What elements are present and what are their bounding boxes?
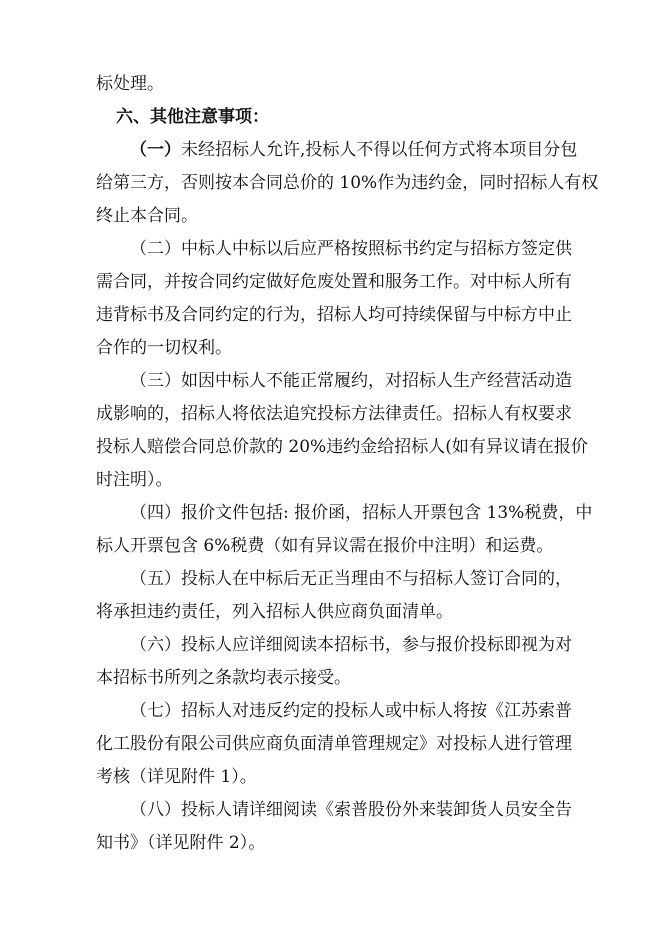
clause-5-line-1: 投标人在中标后无正当理由不与招标人签订合同的，: [181, 569, 572, 589]
section-heading: 六、其他注意事项：: [116, 107, 269, 127]
clause-8: [96, 794, 572, 860]
clause-5-marker: （五）: [130, 569, 181, 589]
clause-1-marker: （一）: [130, 140, 181, 160]
clause-2-line-2: 需合同，并按合同约定做好危废处置和服务工作。对中标人所有: [96, 272, 572, 292]
clause-2: [96, 233, 572, 365]
clause-1-line-2: 给第三方，否则按本合同总价的 10%作为违约金，同时招标人有权: [96, 173, 599, 193]
clause-7-line-1: 招标人对违反约定的投标人或中标人将按《江苏索普: [181, 701, 572, 721]
clause-1-line-3: 终止本合同。: [96, 206, 198, 226]
previous-section-tail: 标处理。: [96, 74, 164, 94]
clause-4-line-2: 标人开票包含 6%税费（如有异议需在报价中注明）和运费。: [96, 536, 554, 556]
clause-7-line-2: 化工股份有限公司供应商负面清单管理规定》对投标人进行管理: [96, 734, 572, 754]
clause-4: [96, 497, 593, 563]
clause-2-line-3: 违背标书及合同约定的行为，招标人均可持续保留与中标方中止: [96, 305, 572, 325]
clause-6-line-1: 投标人应详细阅读本招标书，参与报价投标即视为对: [181, 635, 572, 655]
clause-3-line-4: 时注明）。: [96, 470, 173, 490]
clause-3-line-1: 如因中标人不能正常履约，对招标人生产经营活动造: [181, 371, 572, 391]
clause-3: [96, 365, 588, 497]
clause-2-line-4: 合作的一切权利。: [96, 338, 232, 358]
clause-2-line-1: 中标人中标以后应严格按照标书约定与招标方签定供: [181, 239, 572, 259]
clause-8-line-1: 投标人请详细阅读《索普股份外来装卸货人员安全告: [181, 800, 572, 820]
clause-1-line-1: 未经招标人允许,投标人不得以任何方式将本项目分包: [181, 140, 578, 160]
clause-7-marker: （七）: [130, 701, 181, 721]
clause-6: [96, 629, 572, 695]
clause-7: [96, 695, 572, 794]
clause-1: [96, 134, 599, 233]
document-page: [96, 68, 599, 860]
clause-3-line-2: 成影响的，招标人将依法追究投标方法律责任。招标人有权要求: [96, 404, 572, 424]
clause-8-marker: （八）: [130, 800, 181, 820]
clause-3-marker: （三）: [130, 371, 181, 391]
clause-2-marker: （二）: [130, 239, 181, 259]
clause-6-line-2: 本招标书所列之条款均表示接受。: [96, 668, 351, 688]
clause-4-line-1: 报价文件包括: 报价函，招标人开票包含 13%税费，中: [181, 503, 593, 523]
clause-3-line-3: 投标人赔偿合同总价款的 20%违约金给招标人(如有异议请在报价: [96, 437, 588, 457]
clause-5-line-2: 将承担违约责任，列入招标人供应商负面清单。: [96, 602, 453, 622]
clause-5: [96, 563, 572, 629]
clause-8-line-2: 知书》（详见附件 2）。: [96, 833, 266, 853]
clause-6-marker: （六）: [130, 635, 181, 655]
clause-7-line-3: 考核（详见附件 1）。: [96, 767, 257, 787]
clause-4-marker: （四）: [130, 503, 181, 523]
